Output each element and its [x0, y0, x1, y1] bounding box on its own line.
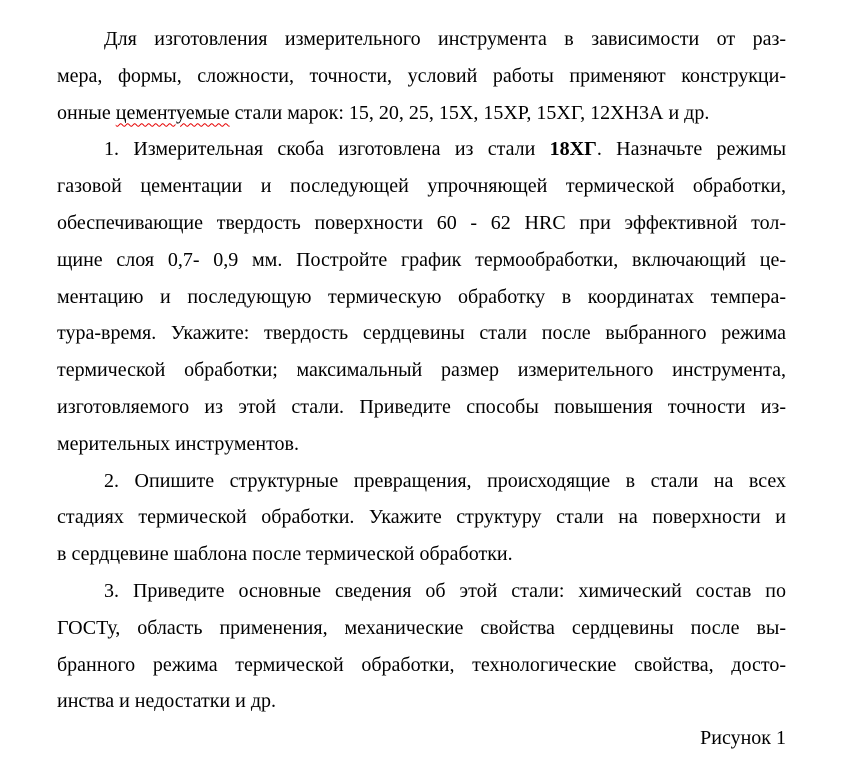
text-line	[57, 21, 786, 58]
text-line	[57, 242, 786, 279]
text-line	[57, 426, 786, 463]
text-segment: стадиях термической обработки. Укажите структуру стали на поверхности и	[57, 506, 786, 529]
text-segment: онные	[57, 101, 116, 124]
text-segment: бранного режима термической обработки, технологические свойства, досто-	[57, 653, 786, 676]
paragraph	[57, 463, 786, 573]
text-segment: 1. Измерительная скоба изготовлена из стали	[104, 138, 550, 161]
text-segment: в сердцевине шаблона после термической обработки.	[57, 543, 513, 566]
text-line	[57, 58, 786, 95]
text-line	[57, 95, 786, 132]
text-segment: ГОСТу, область применения, механические свойства сердцевины после вы-	[57, 616, 786, 639]
bold-text: 18ХГ	[549, 138, 597, 161]
text-line	[57, 683, 786, 720]
text-line	[57, 279, 786, 316]
paragraph	[57, 131, 786, 462]
text-line	[57, 168, 786, 205]
text-segment: мера, формы, сложности, точности, условий работы применяют конструкци-	[57, 64, 786, 87]
text-line	[57, 315, 786, 352]
paragraph	[57, 21, 786, 131]
text-line	[57, 647, 786, 684]
text-segment: обеспечивающие твердость поверхности 60 - 62 HRC при эффективной тол-	[57, 211, 786, 234]
text-segment: газовой цементации и последующей упрочняющей термической обработки,	[57, 175, 786, 198]
text-line	[57, 131, 786, 168]
text-segment: . Назначьте режимы	[596, 138, 786, 161]
text-line	[57, 389, 786, 426]
text-segment: 2. Опишите структурные превращения, происходящие в стали на всех	[104, 469, 786, 492]
text-segment: тура-время. Укажите: твердость сердцевины стали после выбранного режима	[57, 322, 786, 345]
text-segment: инства и недостатки и др.	[57, 690, 277, 713]
text-segment: изготовляемого из этой стали. Приведите способы повышения точности из-	[57, 395, 786, 418]
text-segment: стали марок: 15, 20, 25, 15Х, 15ХР, 15ХГ, 12ХН3А и др.	[229, 101, 710, 124]
misspelled-word: цементуемые	[115, 101, 230, 124]
text-line	[57, 205, 786, 242]
paragraph	[57, 573, 786, 720]
text-segment: мерительных инструментов.	[57, 432, 299, 455]
text-segment: щине слоя 0,7- 0,9 мм. Постройте график термообработки, включающий це-	[57, 248, 786, 271]
text-segment: 3. Приведите основные сведения об этой стали: химический состав по	[104, 579, 786, 602]
text-line	[57, 352, 786, 389]
text-line	[57, 499, 786, 536]
text-segment: ментацию и последующую термическую обработку в координатах темпера-	[57, 285, 786, 308]
text-line	[57, 536, 786, 573]
figure-caption: Рисунок 1	[700, 727, 786, 750]
document-body	[57, 21, 786, 720]
text-line	[57, 573, 786, 610]
text-segment: Для изготовления измерительного инструмента в зависимости от раз-	[104, 28, 786, 50]
text-line	[57, 463, 786, 500]
text-segment: термической обработки; максимальный размер измерительного инструмента,	[57, 359, 786, 382]
text-line	[57, 610, 786, 647]
